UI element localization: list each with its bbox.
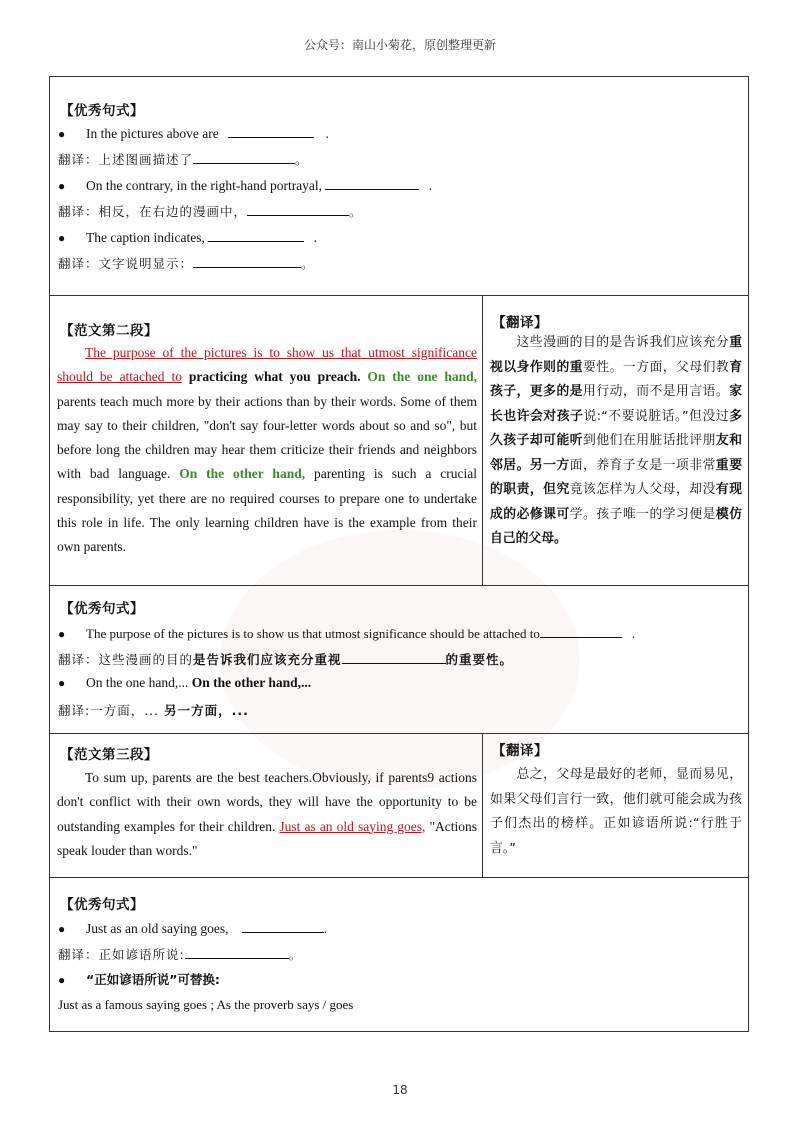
answer-blank xyxy=(193,253,301,268)
divider xyxy=(50,585,748,586)
bullet-icon: ● xyxy=(58,922,66,936)
answer-blank xyxy=(208,227,304,242)
section5-item2-text: Just as a famous saying goes ; As the proverb says / goes xyxy=(58,997,354,1012)
document-table xyxy=(49,76,749,1032)
answer-blank xyxy=(242,918,324,933)
bullet-icon: ● xyxy=(58,676,66,690)
divider xyxy=(50,733,748,734)
section2-title: 【范文第二段】 xyxy=(60,323,158,339)
section5-item1-en: ● Just as an old saying goes, . xyxy=(58,918,327,937)
section1-item1-en: ● In the pictures above are . xyxy=(58,123,329,142)
column-divider xyxy=(482,295,483,585)
section2-english-paragraph: The purpose of the pictures is to show us that utmost significance should be attached to practicing what you preach. On the one hand, parents teach much more by their actions than by their words. Some of them may say to their children, "don't say four-letter words about so and so", but before long the children may hear them criticize their friends and neighbors with bad language. On the other hand, parenting is such a crucial responsibility, yet there are no required courses to prepare one to undertake this role in life. The only learning children have is the example from their own parents. xyxy=(57,345,478,555)
bullet-icon: ● xyxy=(58,179,66,193)
divider xyxy=(50,295,748,296)
section1-item2-en: ● On the contrary, in the right-hand portrayal, . xyxy=(58,175,432,194)
section5-title: 【优秀句式】 xyxy=(60,897,144,913)
page-header: 公众号：南山小菊花，原创整理更新 xyxy=(303,38,496,52)
section1-item1-cn: 翻译：上述图画描述了 。 xyxy=(58,149,309,168)
bullet-icon: ● xyxy=(58,973,66,987)
column-divider xyxy=(482,733,483,877)
section1-item3-cn: 翻译：文字说明显示： 。 xyxy=(58,253,315,272)
page-number: 18 xyxy=(392,1083,408,1097)
section2-translation-title: 【翻译】 xyxy=(492,315,548,331)
section4-chinese-translation: 总之，父母是最好的老师，显而易见，如果父母们言行一致，他们就可能会成为孩子们杰出的榜样。正如谚语所说:“行胜于言。” xyxy=(490,767,742,856)
section1-item2-cn: 翻译：相反，在右边的漫画中， 。 xyxy=(58,201,363,220)
answer-blank xyxy=(193,149,295,164)
divider xyxy=(50,877,748,878)
answer-blank xyxy=(342,649,446,664)
bullet-icon: ● xyxy=(58,231,66,245)
answer-blank xyxy=(325,175,419,190)
section3-title: 【优秀句式】 xyxy=(60,601,144,617)
section3-item1-cn: 翻译：这些漫画的目的是告诉我们应该充分重视 的重要性。 xyxy=(58,649,513,668)
section1-item3-en: ● The caption indicates, . xyxy=(58,227,317,246)
bullet-icon: ● xyxy=(58,127,66,141)
section2-chinese-translation: 这些漫画的目的是告诉我们应该充分重视以身作则的重要性。一方面，父母们教育孩子，更多的是用行动，而不是用言语。家长也许会对孩子说:“不要说脏话。”但没过多久孩子却可能听到他们在用脏话批评朋友和邻居。另一方面，养育子女是一项非常重要的职责，但究竟该怎样为人父母，却没有现成的必修课可学。孩子唯一的学习便是模仿自己的父母。 xyxy=(490,335,743,546)
answer-blank xyxy=(228,123,314,138)
section4-title: 【范文第三段】 xyxy=(60,747,158,763)
answer-blank xyxy=(247,201,349,216)
section3-item2-cn: 翻译:一方面，... 另一方面，... xyxy=(58,703,249,718)
answer-blank xyxy=(540,623,622,638)
section4-translation-title: 【翻译】 xyxy=(492,743,548,759)
section5-item1-cn: 翻译：正如谚语所说: 。 xyxy=(58,944,302,963)
answer-blank xyxy=(185,944,289,959)
section1-title: 【优秀句式】 xyxy=(60,103,144,119)
section3-item2-en: ● On the one hand,... On the other hand,... xyxy=(58,675,312,690)
section5-item2-label: ● “正如谚语所说”可替换: xyxy=(58,972,220,987)
section3-item1-en: ● The purpose of the pictures is to show us that utmost significance should be attached to . xyxy=(58,623,635,642)
bullet-icon: ● xyxy=(58,627,66,641)
section4-english-paragraph: To sum up, parents are the best teachers.Obviously, if parents9 actions don't conflict with their own words, they will have the opportunity to be outstanding examples for their children. Just as an old saying goes, "Actions speak louder than words." xyxy=(57,770,477,858)
